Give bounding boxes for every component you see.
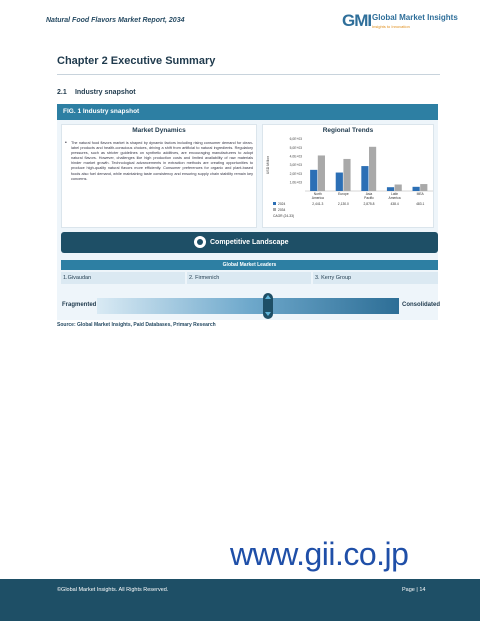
chapter-divider (57, 74, 440, 75)
y-tick-label: 3,0E+03 (289, 163, 302, 168)
copyright-text: ©Global Market Insights. All Rights Reserved. (57, 587, 169, 593)
bar-2024-2 (361, 166, 368, 191)
bar-2034-1 (343, 159, 350, 191)
people-icon (194, 236, 206, 248)
source-note: Source: Global Market Insights, Paid Databases, Primary Research (57, 322, 216, 328)
data-label: 483.1 (416, 202, 425, 206)
bar-2034-0 (318, 155, 325, 191)
page-footer (0, 579, 480, 621)
section-heading (57, 89, 136, 96)
legend-label-2024: 2024 (278, 202, 286, 206)
concentration-scale (97, 298, 399, 314)
market-dynamics-title: Market Dynamics (132, 127, 186, 134)
legend-swatch-2024 (273, 202, 276, 205)
page-header (0, 0, 480, 38)
competitive-landscape-title: Competitive Landscape (210, 239, 289, 246)
cagr-label: CAGR (24-33) (273, 214, 295, 218)
y-tick-label: 2,0E+03 (289, 171, 302, 176)
x-tick-label: Latin (391, 192, 399, 196)
leader-2: 2. Firmenich (187, 272, 311, 284)
bar-2024-4 (413, 187, 420, 191)
x-tick-label: America (311, 196, 324, 200)
bar-2034-3 (395, 185, 402, 192)
y-tick-label: 5,0E+03 (289, 145, 302, 150)
section-title: Industry snapshot (74, 89, 136, 96)
leader-1: 1.Givaudan (61, 272, 185, 284)
x-tick-label: North (313, 192, 322, 196)
arrow-down-icon (265, 312, 271, 316)
x-tick-label: Europe (338, 192, 349, 196)
chapter-title: Chapter 2 Executive Summary (57, 55, 216, 67)
data-label: 2,441.3 (312, 202, 324, 206)
figure-label: FIG. 1 Industry snapshot (57, 104, 438, 120)
market-dynamics-body: The natural food flavors market is shaped by dynamic factors including rising consumer demand for clean-label products and health-conscious choices, driving a shift from artificial to natural ingredients. Regulatory pressures, such as stricter guidelines on synthetic additives, are encouraging manufacturers to adopt natural flavors. However, challenges like high production costs and limited availability of raw materials hinder market growth. Technological advancements in extraction methods are creating opportunities to produce high-quality natural flavors more efficiently. Consumer preferences for organic and plant-based foods also fuel demand, while maintaining taste consistency and ensuring supply chain stability remain key concerns. (71, 141, 253, 181)
bar-2034-2 (369, 147, 376, 191)
data-label: 2,130.0 (337, 202, 349, 206)
y-tick-label: 4,0E+03 (289, 154, 302, 159)
data-label: 438.4 (390, 202, 399, 206)
x-tick-label: MEA (416, 192, 424, 196)
page-number: Page | 14 (402, 587, 426, 593)
data-label: 2,875.8 (363, 202, 375, 206)
bar-2024-0 (310, 170, 317, 191)
bar-2024-3 (387, 187, 394, 191)
market-leaders-row (61, 272, 438, 284)
x-tick-label: America (388, 196, 401, 200)
section-number: 2.1 (57, 89, 67, 96)
x-tick-label: Pacific (364, 196, 374, 200)
bullet-icon: • (65, 140, 67, 146)
bar-2024-1 (336, 173, 343, 191)
watermark-url: www.gii.co.jp (230, 536, 409, 572)
company-logo (342, 11, 458, 33)
market-leaders-title: Global Market Leaders (61, 260, 438, 270)
legend-label-2034: 2034 (278, 208, 286, 212)
fragmented-label: Fragmented (62, 302, 97, 308)
logo-tagline: Insights to Innovation (372, 24, 410, 29)
market-dynamics-card (61, 124, 257, 228)
logo-name: Global Market Insights (372, 13, 458, 22)
regional-trends-card (262, 124, 434, 228)
competitive-landscape-banner (61, 232, 438, 253)
regional-trends-chart (263, 125, 435, 229)
regional-trends-title: Regional Trends (322, 127, 374, 134)
report-title: Natural Food Flavors Market Report, 2034 (46, 17, 185, 24)
market-dynamics-text (65, 140, 253, 182)
arrow-up-icon (265, 295, 271, 299)
y-tick-label: 1,0E+03 (289, 180, 302, 185)
bar-2034-4 (420, 184, 427, 191)
y-axis-label: USD Million (266, 155, 270, 175)
legend-swatch-2034 (273, 208, 276, 211)
leader-3: 3. Kerry Group (313, 272, 438, 284)
consolidated-label: Consolidated (402, 302, 441, 308)
logo-mark: GMI (342, 11, 372, 30)
y-tick-label: 6,0E+03 (289, 137, 302, 142)
x-tick-label: Asia (365, 192, 373, 196)
